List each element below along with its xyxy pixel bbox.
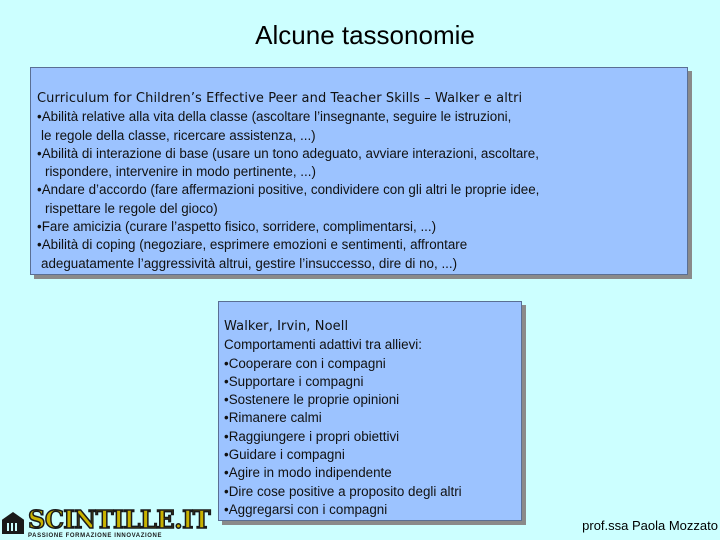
box-line: rispondere, intervenire in modo pertinente, ...) xyxy=(45,164,316,180)
list-item: •Cooperare con i compagni xyxy=(224,355,386,371)
list-item: •Aggregarsi con i compagni xyxy=(224,501,388,517)
list-item: •Dire cose positive a proposito degli altri xyxy=(224,483,462,499)
scintille-logo xyxy=(2,505,211,540)
list-item: •Rimanere calmi xyxy=(224,410,322,426)
list-item: •Supportare i compagni xyxy=(224,373,364,389)
logo-tagline: PASSIONE FORMAZIONE INNOVAZIONE xyxy=(28,533,163,539)
box-line: adeguatamente l’aggressività altrui, gestire l’insuccesso, dire di no, ...) xyxy=(41,255,458,271)
box-line: le regole della classe, ricercare assistenza, ...) xyxy=(41,127,316,143)
building-icon xyxy=(2,512,24,534)
box-line: •Fare amicizia (curare l’aspetto fisico, sorridere, complimentarsi, ...) xyxy=(37,219,437,235)
list-item: •Guidare i compagni xyxy=(224,447,345,463)
box-heading: Walker, Irvin, Noell xyxy=(224,319,349,334)
box-line: •Abilità di coping (negoziare, esprimere emozioni e sentimenti, affrontare xyxy=(37,237,468,253)
author-credit: prof.ssa Paola Mozzato xyxy=(582,518,718,533)
box-line: •Abilità di interazione di base (usare un tono adeguato, avviare interazioni, ascoltare, xyxy=(37,145,539,161)
list-item: •Sostenere le proprie opinioni xyxy=(224,392,400,408)
box-line: rispettare le regole del gioco) xyxy=(45,200,218,216)
box-intro: Comportamenti adattivi tra allievi: xyxy=(224,337,422,353)
taxonomy-box-walker xyxy=(30,67,688,275)
box-line: •Abilità relative alla vita della classe (ascoltare l’insegnante, seguire le istruzioni, xyxy=(37,109,512,125)
box-heading: Curriculum for Children’s Effective Peer and Teacher Skills – Walker e altri xyxy=(37,91,523,106)
list-item: •Agire in modo indipendente xyxy=(224,465,392,481)
logo-text: SCINTILLE.IT xyxy=(28,505,211,534)
slide-title: Alcune tassonomie xyxy=(255,20,475,50)
list-item: •Raggiungere i propri obiettivi xyxy=(224,428,400,444)
box-line: •Andare d’accordo (fare affermazioni positive, condividere con gli altri le proprie idee, xyxy=(37,182,540,198)
taxonomy-box-walker-irvin-noell xyxy=(218,301,522,521)
